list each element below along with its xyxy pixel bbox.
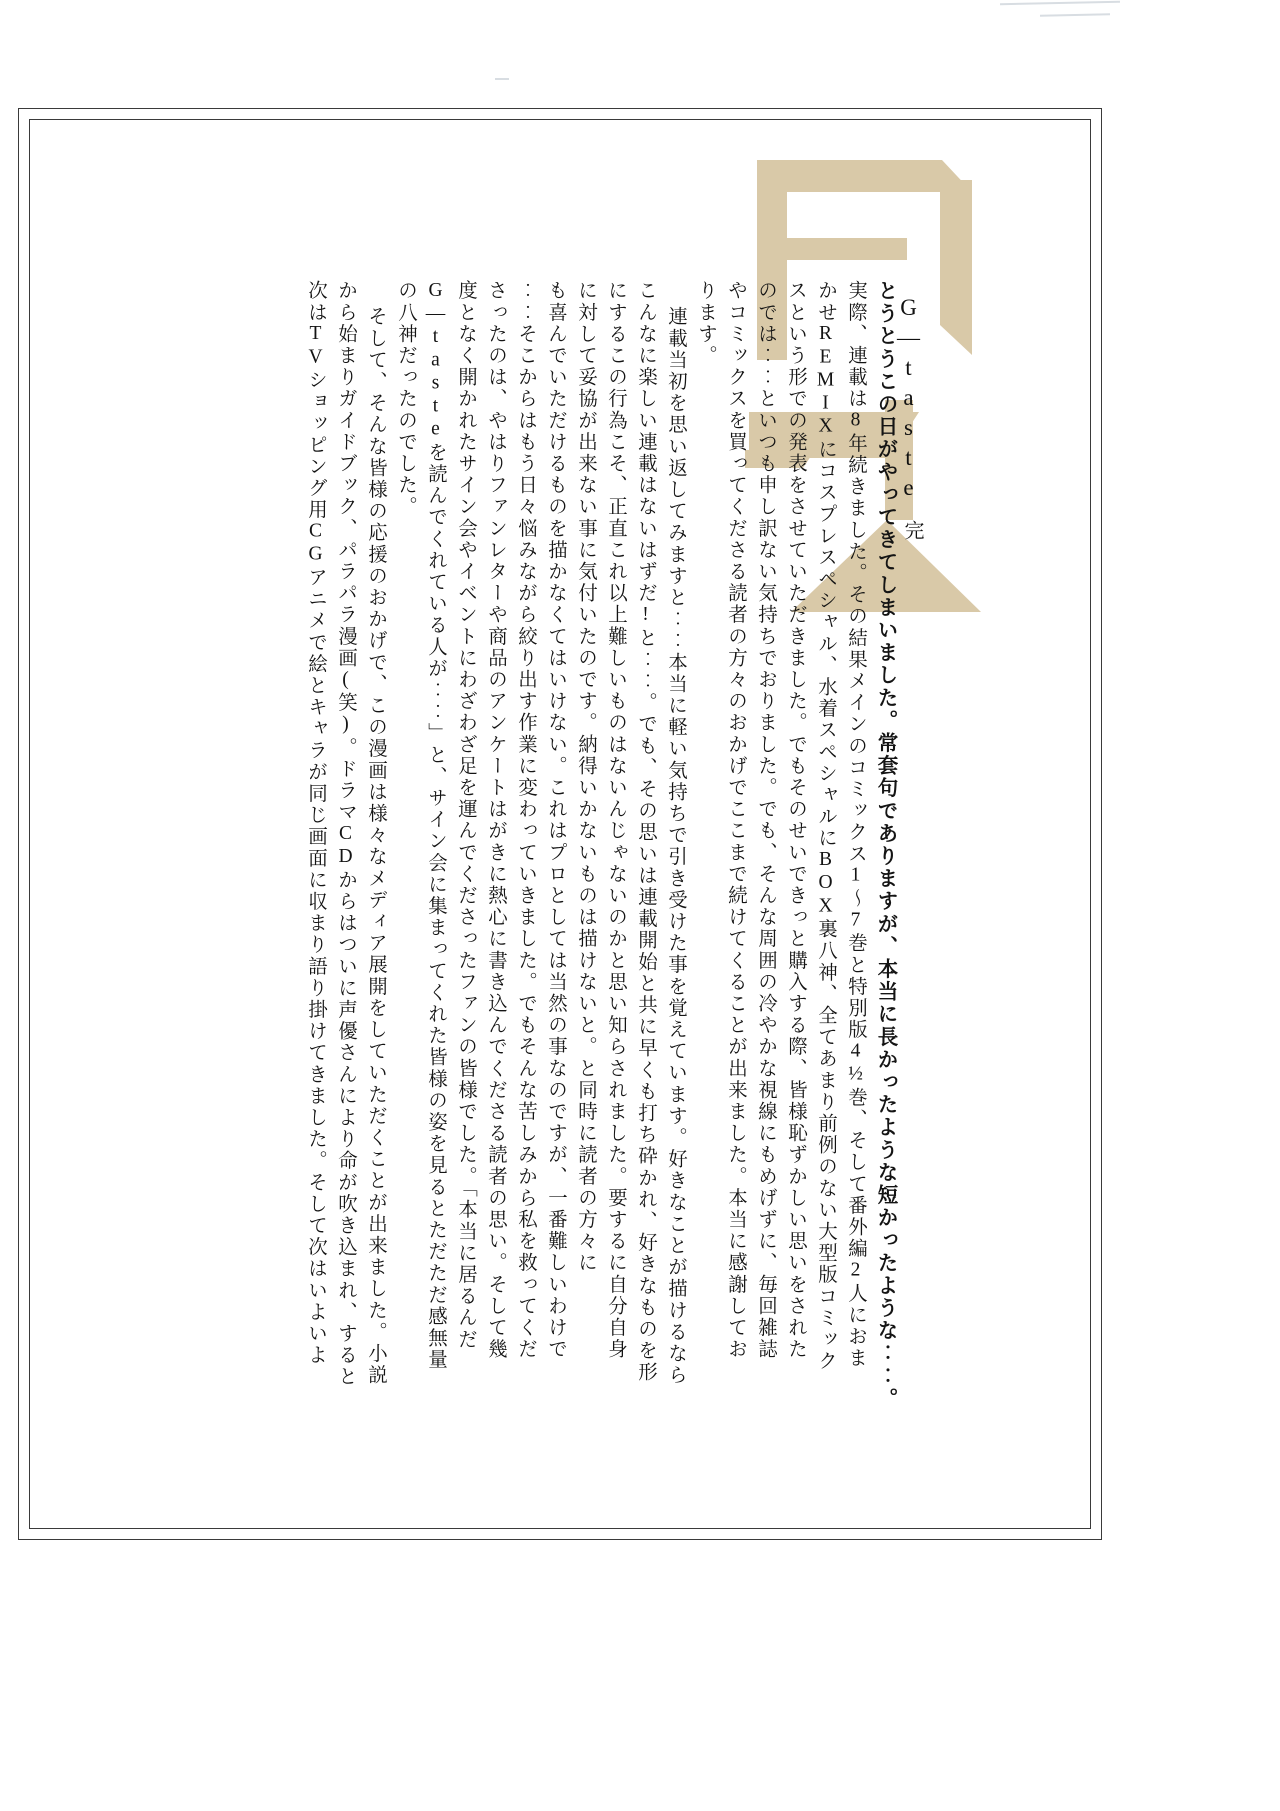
logo-shape-bar-top xyxy=(757,160,972,192)
body-line: やコミックスを買ってくださる読者の方々のおかげでここまで続けてくることが出来ました。本当に感謝してお xyxy=(725,280,746,1360)
body-line: そして、そんな皆様の応援のおかげで、この漫画は様々なメディア展開をしていただくことが出来ました。小説 xyxy=(365,306,386,1386)
body-line: にするこの行為こそ、正直これ以上難しいものはないんじゃないのかと思い知らされました。要するに自分自身 xyxy=(605,280,626,1360)
body-line: 度となく開かれたサイン会やイベントにわざわざ足を運んでくださったファンの皆様でした。「本当に居るんだ xyxy=(455,280,476,1351)
logo-caption-end: 完 xyxy=(901,520,923,544)
body-line: の八神だったのでした。 xyxy=(395,280,416,518)
logo-caption: G—taste xyxy=(896,295,921,505)
scan-artifact-line-1 xyxy=(1000,1,1120,6)
body-line: のでは‥‥といつも申し訳ない気持ちでおりました。でも、そんな周囲の冷やかな視線にもめげずに、毎回雑誌 xyxy=(755,280,776,1360)
body-line: ります。 xyxy=(695,280,716,367)
body-line: 実際、連載は8年続きました。その結果メインのコミックス1〜7巻と特別版4½巻、そして番外編2人におま xyxy=(845,280,866,1369)
body-line: G—tasteを読んでくれている人が‥‥」と、サイン会に集まってくれた皆様の姿を見るとただただ感無量 xyxy=(425,280,446,1371)
body-line: さったのは、やはりファンレターや商品のアンケートはがきに熱心に書き込んでくださる読者の思い。そして幾 xyxy=(485,280,506,1360)
logo-shape-bar-mid xyxy=(787,238,907,260)
body-line: も喜んでいただけるものを描かなくてはいけない。これはプロとしては当然の事なのですが、一番難しいわけで xyxy=(545,280,566,1360)
scan-artifact-line-3 xyxy=(495,78,509,80)
body-line: 次はTVショッピング用CGアニメで絵とキャラが同じ画面に収まり語り掛けてきました。そして次はいよいよ xyxy=(305,280,326,1366)
body-line: スという形での発表をさせていただきました。でもそのせいできっと購入する際、皆様恥ずかしい思いをされた xyxy=(785,280,806,1360)
body-line: とうとうこの日がやってきてしまいました。常套句でありますが、本当に長かったような短かったような‥‥。 xyxy=(874,280,896,1410)
body-line: から始まりガイドブック、パラパラ漫画(笑)。ドラマCDからはついに声優さんにより命が吹き込まれ、すると xyxy=(335,280,356,1388)
body-line: 連載当初を思い返してみますと‥‥本当に軽い気持ちで引き受けた事を覚えています。好きなことが描けるなら xyxy=(665,306,686,1386)
body-line: かせREMIXにコスプレスペシャル、水着スペシャルにBOX裏八神、全てあまり前例のない大型版コミック xyxy=(815,280,836,1372)
logo-shape-stroke-right xyxy=(940,180,972,355)
scan-artifact-line-2 xyxy=(1040,13,1110,16)
body-line: ‥‥そこからはもう日々悩みながら絞り出す作業に変わっていきました。でもそんな苦しみから私を救ってくだ xyxy=(515,280,536,1360)
afterword-body xyxy=(20,280,895,1480)
body-line: に対して妥協が出来ない事に気付いたのです。納得いかないものは描けないと。と同時に読者の方々に xyxy=(575,280,596,1274)
body-line: こんなに楽しい連載はないはずだ!と‥‥。でも、その思いは連載開始と共に早くも打ち砕かれ、好きなものを形 xyxy=(635,280,656,1384)
